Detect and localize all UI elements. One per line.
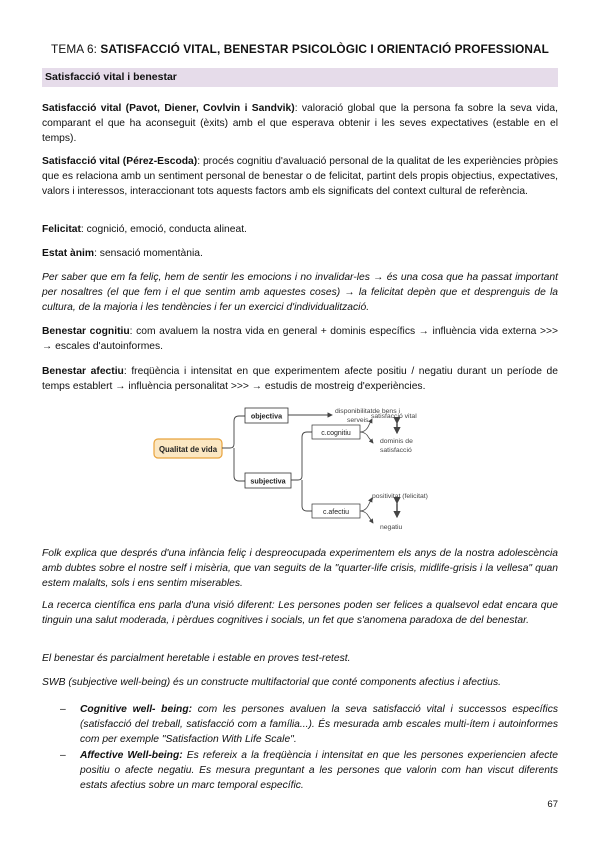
root-connector-lower [234,448,245,481]
list-term: Cognitive well- being: [80,704,193,715]
paragraph-swb: SWB (subjective well-being) és un constructe multifactorial que conté components afectius i afectius. [42,677,502,688]
dominis-label-line1: dominis de [380,438,413,445]
qualitat-de-vida-diagram [148,403,452,535]
list-dash: – [60,749,66,761]
term: Satisfacció vital (Pérez-Escoda) [42,156,198,167]
list-term: Affective Well-being: [80,749,183,761]
list-item [60,702,558,748]
definition: : procés cognitiu d'avaluació personal de la qualitat de les experiències pròpies que es relaciona amb un sentiment personal de benestar o de felicitat, partint dels propis objectius, expectatives, valors i interessos, interaccionant tots aquests factors amb els significats del context cultural de referència. [42,156,558,198]
dominis-label-line2: satisfacció [380,447,412,454]
term: Felicitat [42,224,81,235]
term: Benestar afectiu [42,366,124,377]
term: Benestar cognitiu [42,326,130,337]
objectiva-leaf-line2: serveis [347,417,369,424]
paragraph-satisfaccio-perez [42,154,558,200]
subjectiva-connector [291,432,312,480]
subjectiva-label: subjectiva [250,476,286,486]
objectiva-leaf-line1: disponibilitatde bens i [335,408,400,415]
afectiu-arrow-up [360,498,372,511]
definition: : freqüència i intensitat en que experimentem afecte positiu / negatiu durant un període de temps establert → influència personalitat >>> → estudis de mostreig d'experiències. [42,366,558,393]
section-title: Satisfacció vital i benestar [45,71,177,83]
definition: : sensació momentània. [94,248,203,259]
swb-components-list [60,702,558,793]
definition: : valoració global que la persona fa sobre la seva vida, comparant el que ha aconseguit (èxits) amb el que esperava obtenir i les seves expectatives (estable en el temps). [42,103,558,145]
definition: : com avaluem la nostra vida en general + dominis específics → influència vida externa >>> → escales d'autoinformes. [42,326,558,353]
cognitiu-label: c.cognitiu [321,430,351,437]
list-dash: – [60,704,66,715]
list-item [60,748,558,794]
paragraph-felicitat [42,222,558,237]
afectiu-arrow-down [360,511,373,523]
positivitat-label: positivitat (felicitat) [372,493,428,500]
paragraph-heretable: El benestar és parcialment heretable i estable en proves test-retest. [42,653,351,664]
objectiva-label: objectiva [250,411,283,421]
paragraph-benestar-cognitiu [42,324,558,354]
afectiu-label: c.afectiu [322,509,350,516]
page-number: 67 [547,799,558,810]
subjectiva-connector-lower [302,480,312,511]
title-main: SATISFACCIÓ VITAL, BENESTAR PSICOLÒGIC I ORIENTACIÓ PROFESSIONAL [100,42,549,56]
definition: : cognició, emoció, conducta alineat. [80,224,247,235]
negatiu-label: negatiu [380,524,403,531]
page-title [0,42,600,56]
section-header [42,68,558,87]
cognitiu-arrow-down [360,432,373,443]
paragraph-folk: Folk explica que després d'una infància feliç i despreocupada experimentem els anys de la nostra adolescència amb dubtes sobre el nostre self i misèria, que van seguits de la "quarter-life crisis, midlife-grisis i la vellesa" quan estem malalts, sols i ens sentim miserables. [42,548,558,590]
paragraph-felicitat-nota: Per saber que em fa feliç, hem de sentir les emocions i no invalidar-les → és una cosa que ha passat important per nosaltres (el que fem i el que sentim amb aquestes coses) → la felicitat depèn que et desprenguis de la cultura, de la majoria i les tendències i fer un exercici d'individualització. [42,272,558,314]
paragraph-estat-anim [42,246,558,261]
satisfaccio-label: satisfacció vital [371,413,417,420]
title-prefix: TEMA 6: [51,42,101,56]
term: Estat ànim [42,248,95,259]
list-text: Es refereix a la freqüència i intensitat en que les persones experiencien afecte positiu o afecte negatiu. Es mesura preguntant a les persones que valorin com han viscut diferents estats afectius sobre un marc temporal específic. [80,749,558,792]
root-label: Qualitat de vida [158,445,218,454]
root-connector [222,416,245,448]
list-text: com les persones avaluen la seva satisfacció vital i successos específics (satisfacció del treball, satisfacció com a família...). És mesurada amb escales multi-ítem i autoinformes com per exemple "Satisfaction With Life Scale". [80,704,558,746]
term: Satisfacció vital (Pavot, Diener, Covlvin i Sandvik) [42,103,295,114]
paragraph-benestar-afectiu [42,364,558,394]
paragraph-satisfaccio-pavot [42,101,558,147]
paragraph-recerca: La recerca científica ens parla d'una visió diferent: Les persones poden ser felices a qualsevol edat encara que tinguin una salut moderada, i pèrdues cognitives i socials, un fet que s'anomena paradoxa de del benestar. [42,600,558,627]
